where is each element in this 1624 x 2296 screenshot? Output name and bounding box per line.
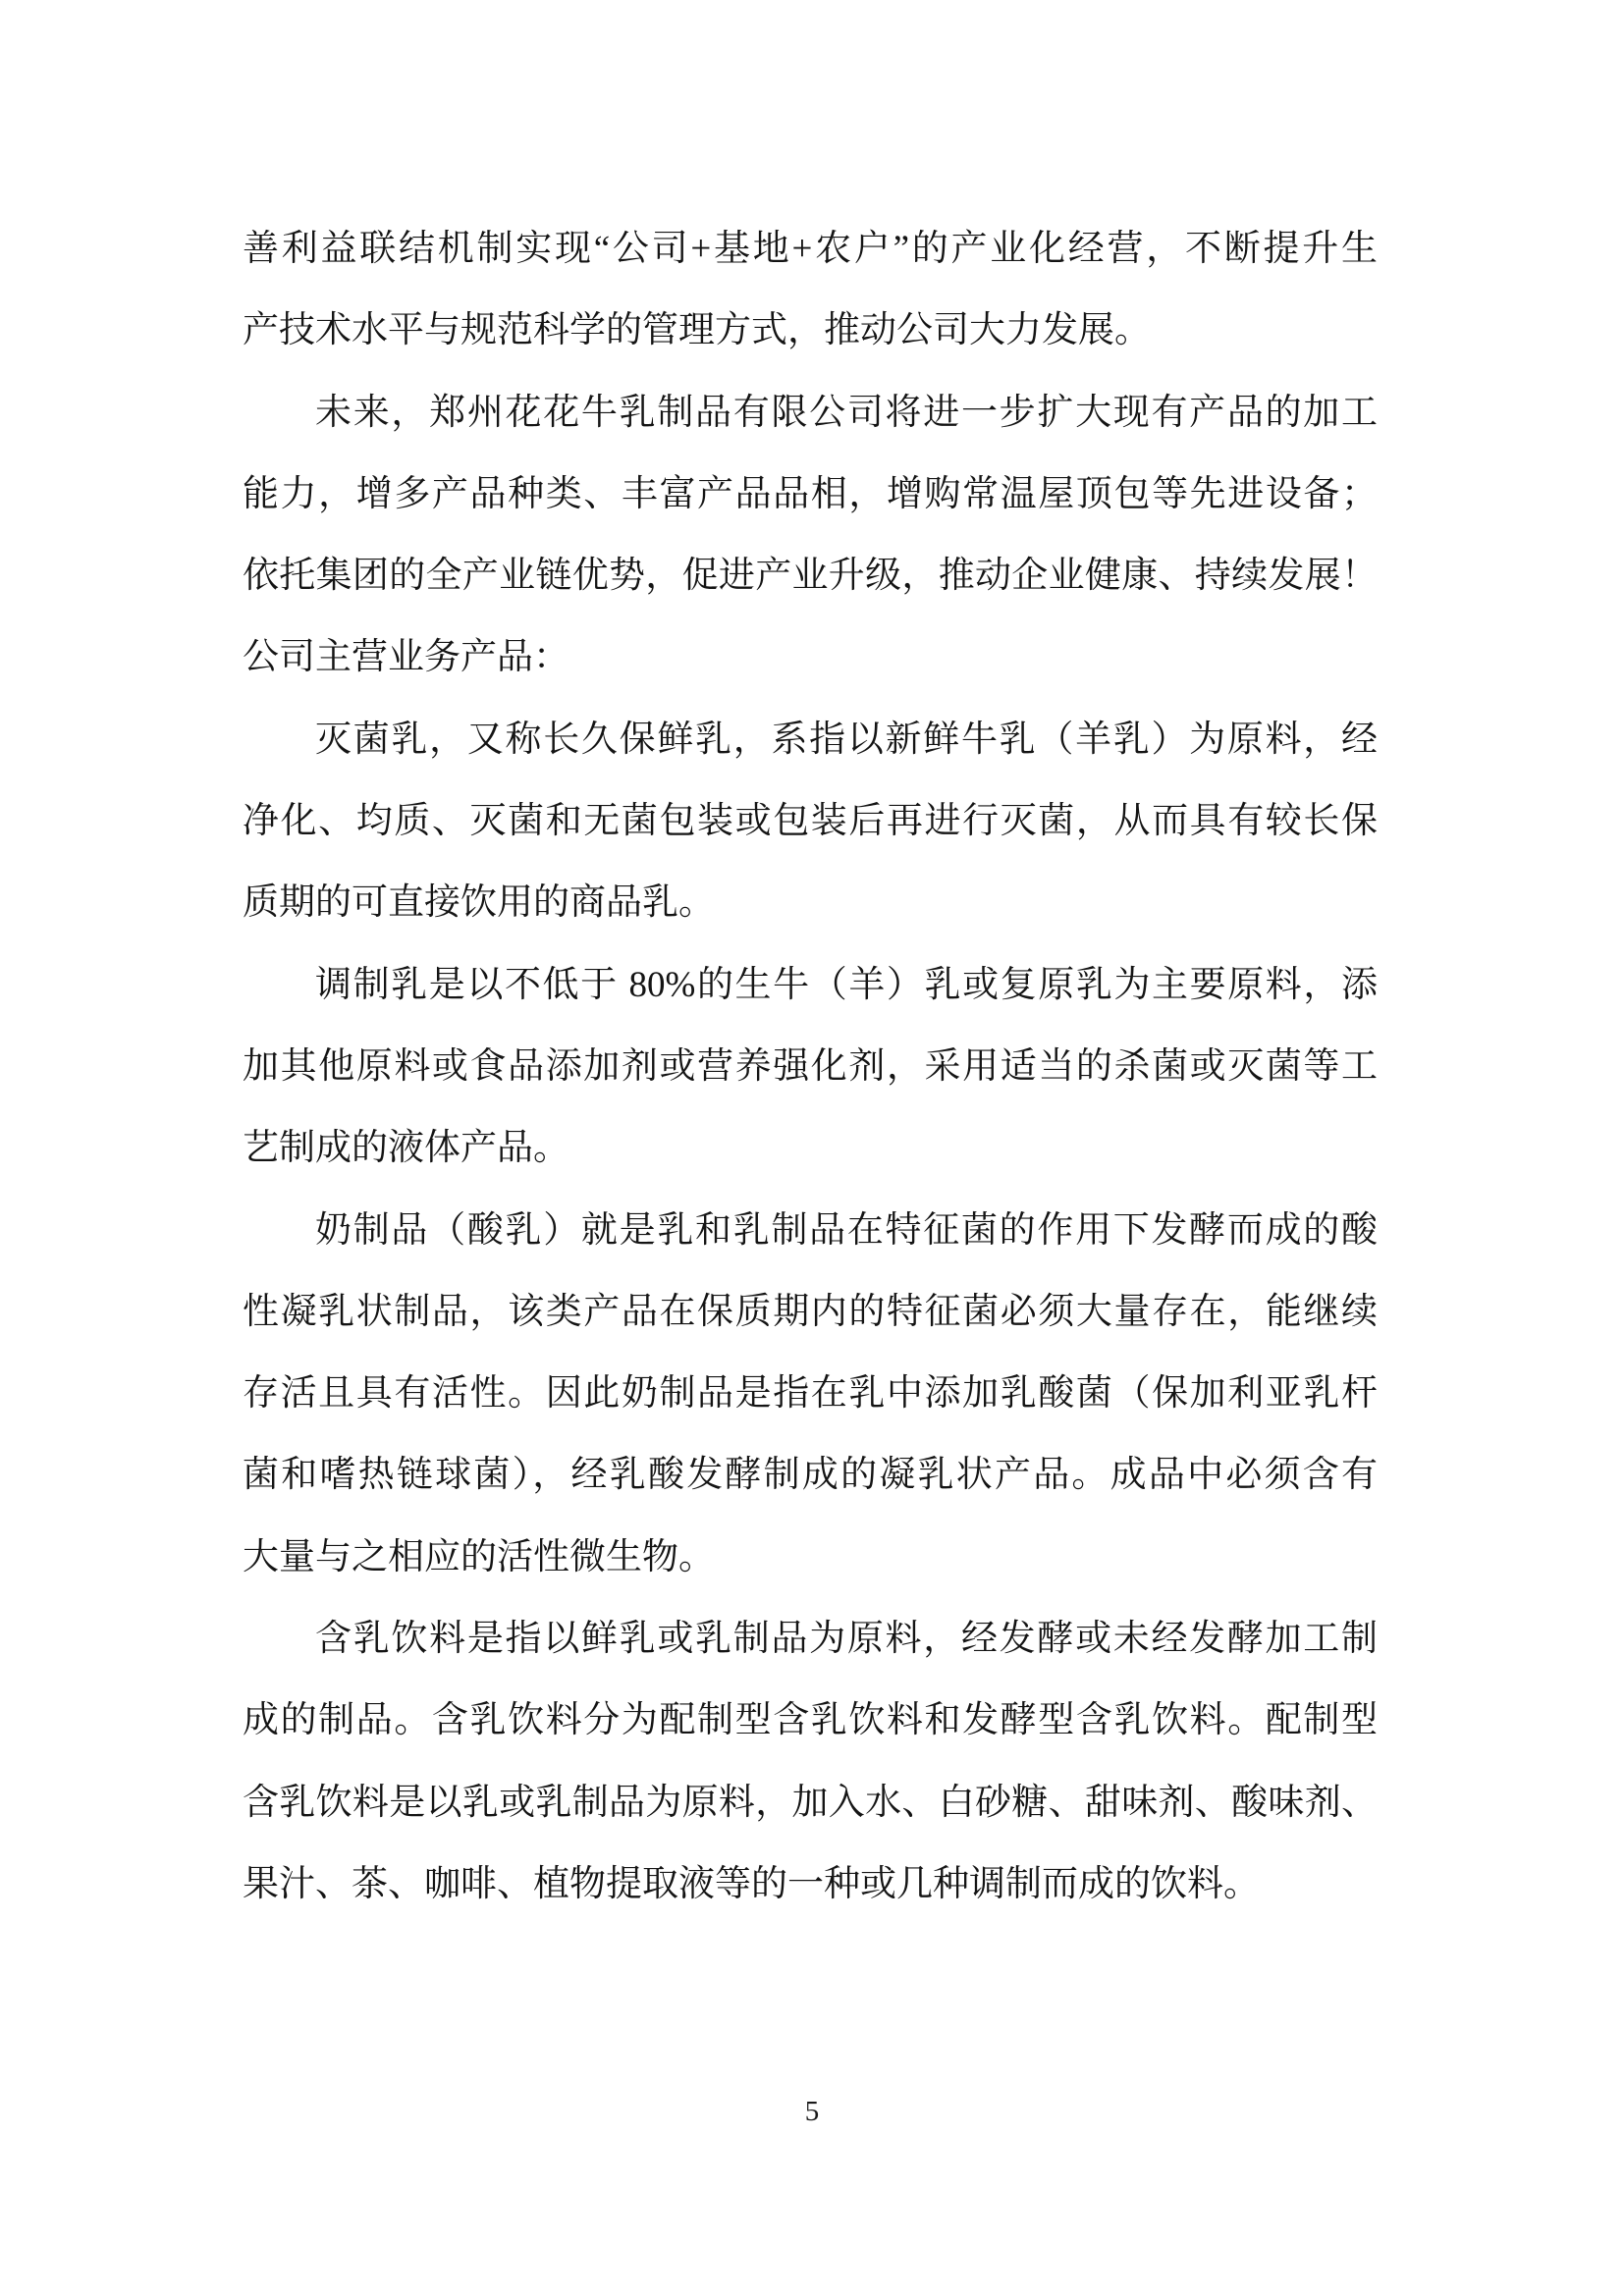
text-line: 含乳饮料是以乳或乳制品为原料，加入水、白砂糖、甜味剂、酸味剂、: [243, 1782, 1378, 1823]
text-line: 调制乳是以不低于 80%的生牛（羊）乳或复原乳为主要原料，添: [315, 964, 1378, 1005]
text-line: 菌和嗜热链球菌），经乳酸发酵制成的凝乳状产品。成品中必须含有: [243, 1455, 1378, 1496]
text-line: 果汁、茶、咖啡、植物提取液等的一种或几种调制而成的饮料。: [243, 1863, 1260, 1904]
text-line: 灭菌乳，又称长久保鲜乳，系指以新鲜牛乳（羊乳）为原料，经: [315, 719, 1378, 760]
text-line: 能力，增多产品种类、丰富产品品相，增购常温屋顶包等先进设备；: [243, 473, 1378, 514]
text-line: 公司主营业务产品：: [243, 637, 569, 678]
text-line: 质期的可直接饮用的商品乳。: [243, 882, 715, 924]
text-line: 产技术水平与规范科学的管理方式，推动公司大力发展。: [243, 310, 1151, 351]
page-number: 5: [804, 2096, 820, 2127]
text-line: 成的制品。含乳饮料分为配制型含乳饮料和发酵型含乳饮料。配制型: [243, 1700, 1378, 1741]
text-line: 含乳饮料是指以鲜乳或乳制品为原料，经发酵或未经发酵加工制: [315, 1619, 1378, 1660]
text-line: 净化、均质、灭菌和无菌包装或包装后再进行灭菌，从而具有较长保: [243, 801, 1378, 842]
text-line: 加其他原料或食品添加剂或营养强化剂，采用适当的杀菌或灭菌等工: [243, 1045, 1378, 1087]
text-line: 奶制品（酸乳）就是乳和乳制品在特征菌的作用下发酵而成的酸: [315, 1209, 1378, 1251]
text-line: 性凝乳状制品，该类产品在保质期内的特征菌必须大量存在，能继续: [243, 1291, 1378, 1332]
text-line: 善利益联结机制实现“公司+基地+农户”的产业化经营，不断提升生: [243, 229, 1378, 269]
document-body: [243, 208, 1378, 1925]
text-line: 依托集团的全产业链优势，促进产业升级，推动企业健康、持续发展！: [243, 556, 1378, 597]
text-line: 未来，郑州花花牛乳制品有限公司将进一步扩大现有产品的加工: [315, 392, 1378, 433]
text-line: 艺制成的液体产品。: [243, 1128, 569, 1169]
text-line: 存活且具有活性。因此奶制品是指在乳中添加乳酸菌（保加利亚乳杆: [243, 1373, 1378, 1415]
text-line: 大量与之相应的活性微生物。: [243, 1536, 715, 1577]
